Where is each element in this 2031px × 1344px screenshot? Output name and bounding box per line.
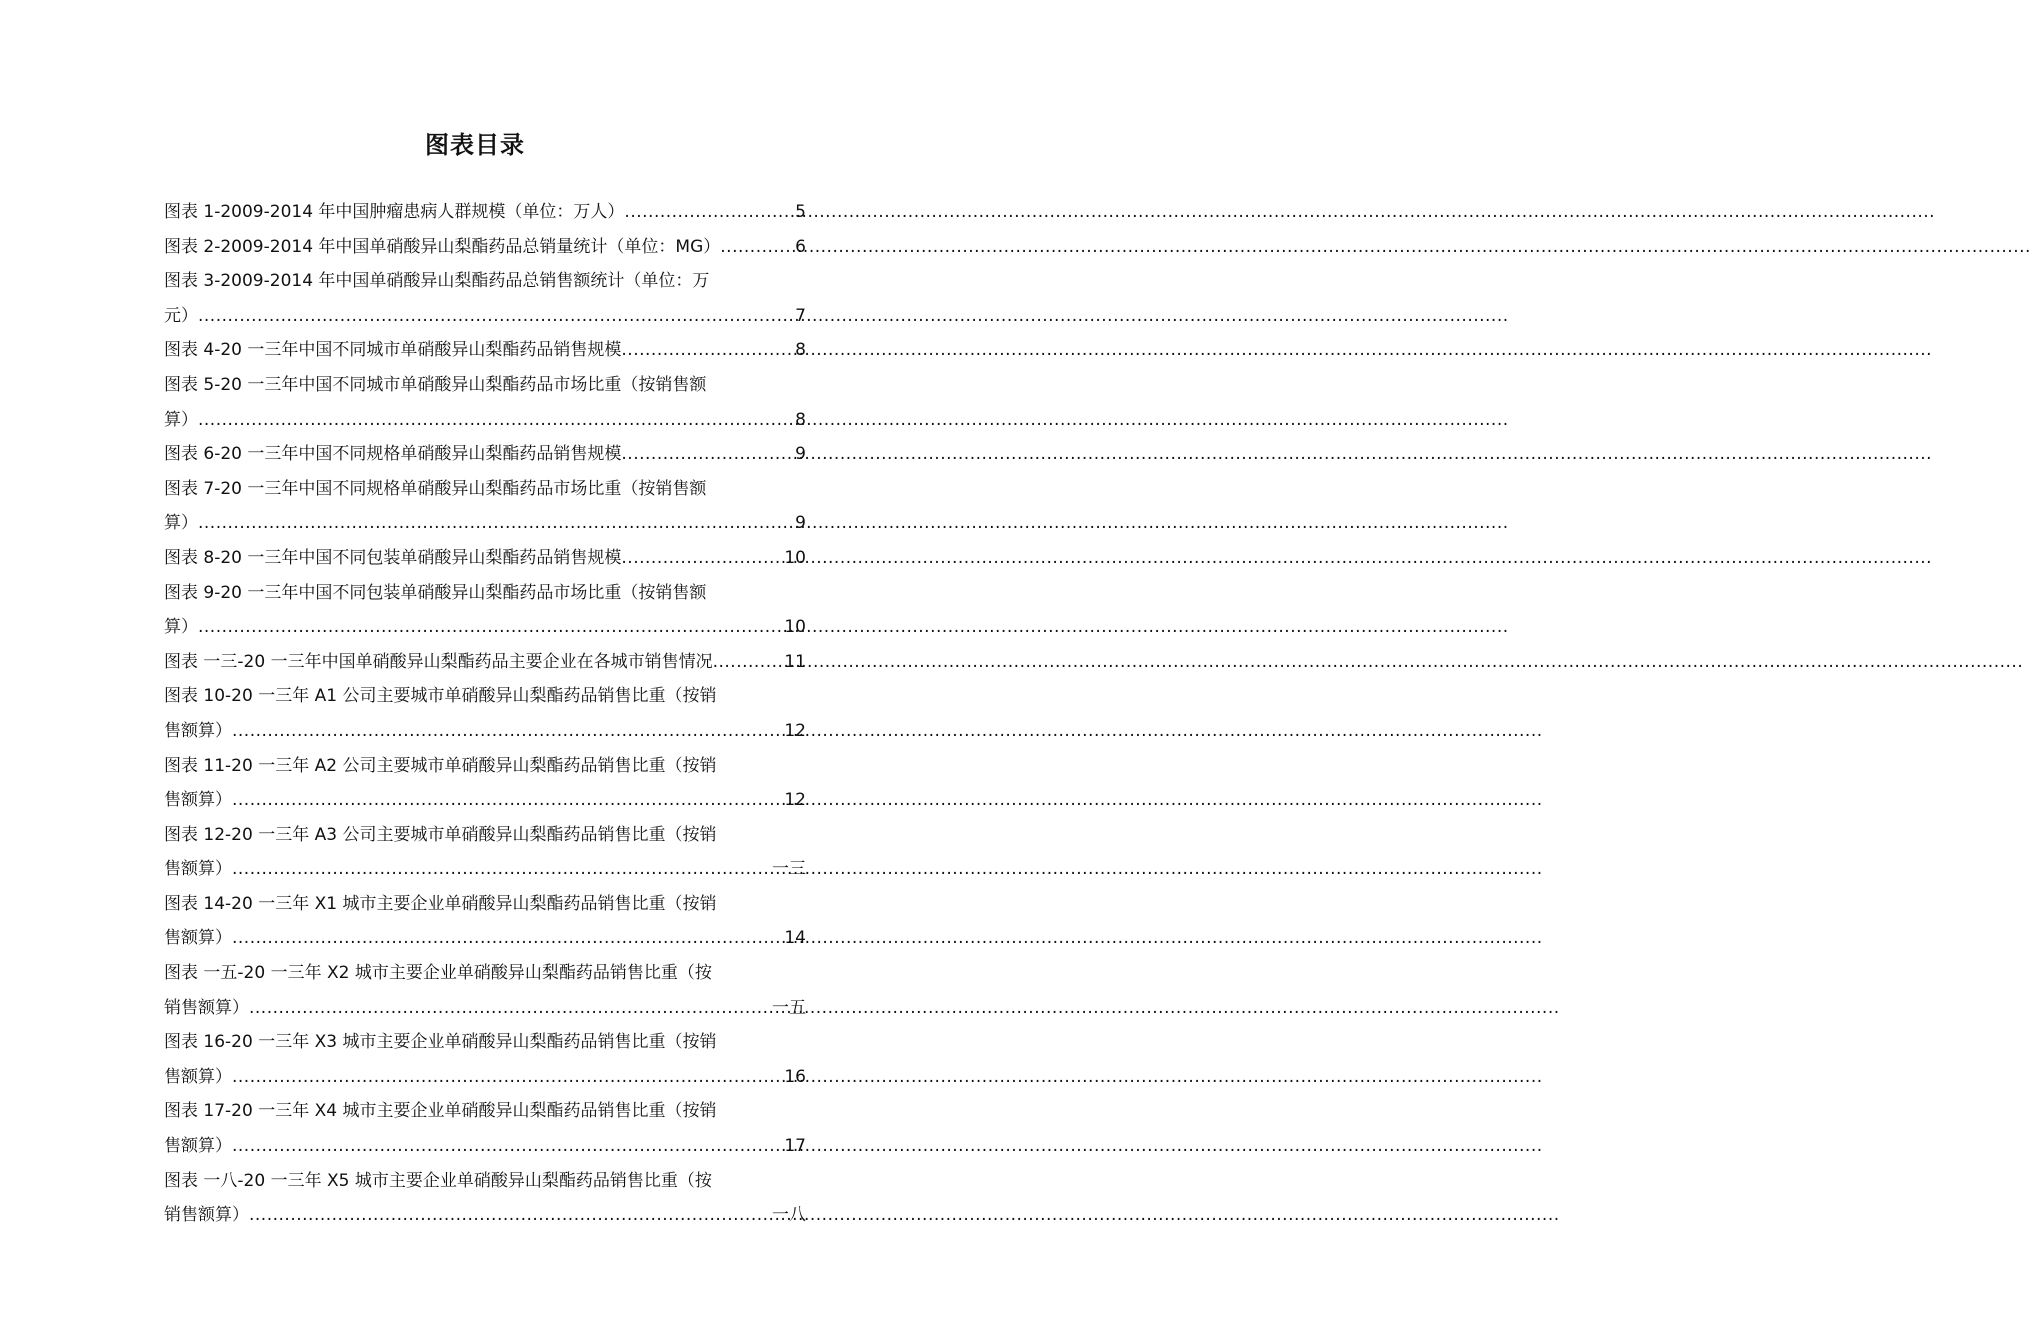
toc-entry-title-cont: 销售额算） (164, 1205, 249, 1226)
dot-leader (720, 230, 795, 265)
toc-entry-line2[interactable] (164, 991, 806, 1026)
toc-entry-page: 一八 (772, 1205, 806, 1226)
toc-entry-page: 一三 (772, 859, 806, 880)
dot-leader (232, 921, 784, 956)
toc-entry-line1[interactable] (164, 264, 806, 299)
toc-entry-line1[interactable] (164, 368, 806, 403)
toc-entry-title-cont: 元） (164, 305, 198, 326)
toc-entry-line1[interactable] (164, 576, 806, 611)
toc-entry-title-cont: 算） (164, 409, 198, 430)
toc-entry-title: 图表 一三-20 一三年中国单硝酸异山梨酯药品主要企业在各城市销售情况 (164, 651, 713, 672)
dot-leader (232, 852, 772, 887)
toc-entry-title-cont: 售额算） (164, 790, 232, 811)
toc-entry-page: 11 (784, 651, 806, 672)
toc-entry-title-cont: 算） (164, 617, 198, 638)
toc-entry-line2[interactable] (164, 1129, 806, 1164)
toc-entry-line2[interactable] (164, 921, 806, 956)
toc-entry-page: 5 (795, 202, 806, 222)
toc-entry-line2[interactable] (164, 1060, 806, 1095)
toc-entry-title-cont: 售额算） (164, 928, 232, 949)
toc-entry-page: 12 (784, 790, 806, 811)
dot-leader (198, 299, 795, 334)
toc-entry-page: 16 (784, 1066, 806, 1087)
toc-entry-title: 图表 17-20 一三年 X4 城市主要企业单硝酸异山梨酯药品销售比重（按销 (164, 1101, 717, 1122)
toc-entry-line1[interactable] (164, 956, 806, 991)
toc-entry-line2[interactable] (164, 610, 806, 645)
toc-entry-line2[interactable] (164, 403, 806, 438)
toc-entry-page: 12 (784, 720, 806, 741)
toc-entry[interactable] (164, 541, 806, 576)
toc-entry-title: 图表 一八-20 一三年 X5 城市主要企业单硝酸异山梨酯药品销售比重（按 (164, 1170, 712, 1191)
dot-leader (198, 610, 784, 645)
toc-entry-line1[interactable] (164, 1164, 806, 1199)
toc-entry-page: 9 (795, 444, 806, 465)
toc-entry-page: 9 (795, 513, 806, 534)
dot-leader (249, 991, 772, 1026)
toc-entry-title: 图表 8-20 一三年中国不同包装单硝酸异山梨酯药品销售规模 (164, 547, 622, 568)
toc-entry[interactable] (164, 645, 806, 680)
toc-entry-title: 图表 9-20 一三年中国不同包装单硝酸异山梨酯药品市场比重（按销售额 (164, 582, 707, 603)
toc-entry-line1[interactable] (164, 679, 806, 714)
toc-entry-title-cont: 售额算） (164, 1136, 232, 1157)
toc-entry-line1[interactable] (164, 749, 806, 784)
toc-entry-title-cont: 售额算） (164, 720, 232, 741)
toc-entry-title-cont: 售额算） (164, 859, 232, 880)
toc-entry-page: 6 (795, 236, 806, 257)
dot-leader (621, 333, 795, 368)
toc-entry-title-cont: 算） (164, 513, 198, 534)
table-of-figures (164, 195, 806, 1233)
toc-entry-page: 8 (795, 340, 806, 361)
dot-leader (232, 714, 784, 749)
dot-leader (713, 645, 785, 680)
toc-entry-line2[interactable] (164, 852, 806, 887)
toc-entry-line2[interactable] (164, 714, 806, 749)
toc-entry[interactable] (164, 195, 806, 230)
toc-entry-page: 17 (784, 1136, 806, 1157)
toc-entry-title: 图表 16-20 一三年 X3 城市主要企业单硝酸异山梨酯药品销售比重（按销 (164, 1032, 717, 1053)
dot-leader (621, 437, 795, 472)
toc-entry-title: 图表 7-20 一三年中国不同规格单硝酸异山梨酯药品市场比重（按销售额 (164, 478, 707, 499)
dot-leader (232, 783, 784, 818)
toc-entry-line1[interactable] (164, 818, 806, 853)
toc-entry-title: 图表 14-20 一三年 X1 城市主要企业单硝酸异山梨酯药品销售比重（按销 (164, 893, 717, 914)
toc-entry-title: 图表 10-20 一三年 A1 公司主要城市单硝酸异山梨酯药品销售比重（按销 (164, 686, 717, 707)
dot-leader (249, 1198, 772, 1233)
toc-entry-title: 图表 2-2009-2014 年中国单硝酸异山梨酯药品总销量统计（单位：MG） (164, 236, 721, 257)
toc-entry-page: 7 (795, 305, 806, 326)
toc-entry-line1[interactable] (164, 887, 806, 922)
toc-entry-title-cont: 销售额算） (164, 997, 249, 1018)
toc-entry-title: 图表 4-20 一三年中国不同城市单硝酸异山梨酯药品销售规模 (164, 340, 622, 361)
toc-entry-title: 图表 5-20 一三年中国不同城市单硝酸异山梨酯药品市场比重（按销售额 (164, 374, 707, 395)
toc-entry-line1[interactable] (164, 1094, 806, 1129)
toc-entry-title: 图表 6-20 一三年中国不同规格单硝酸异山梨酯药品销售规模 (164, 444, 622, 465)
toc-entry-title: 图表 11-20 一三年 A2 公司主要城市单硝酸异山梨酯药品销售比重（按销 (164, 755, 717, 776)
dot-leader (624, 195, 795, 230)
toc-entry-line1[interactable] (164, 1025, 806, 1060)
toc-entry-line2[interactable] (164, 506, 806, 541)
dot-leader (232, 1060, 784, 1095)
toc-entry-title-cont: 售额算） (164, 1066, 232, 1087)
page-title: 图表目录 (425, 131, 525, 159)
toc-entry-title: 图表 一五-20 一三年 X2 城市主要企业单硝酸异山梨酯药品销售比重（按 (164, 963, 712, 984)
toc-entry-title: 图表 12-20 一三年 A3 公司主要城市单硝酸异山梨酯药品销售比重（按销 (164, 824, 717, 845)
toc-entry-page: 10 (784, 617, 806, 638)
toc-entry-title: 图表 3-2009-2014 年中国单硝酸异山梨酯药品总销售额统计（单位：万 (164, 271, 710, 292)
toc-entry-line2[interactable] (164, 1198, 806, 1233)
toc-entry-page: 一五 (772, 997, 806, 1018)
toc-entry-line2[interactable] (164, 299, 806, 334)
toc-entry[interactable] (164, 333, 806, 368)
toc-entry[interactable] (164, 437, 806, 472)
toc-entry-page: 8 (795, 409, 806, 430)
toc-entry-title: 图表 1-2009-2014 年中国肿瘤患病人群规模（单位：万人） (164, 202, 625, 222)
dot-leader (621, 541, 784, 576)
dot-leader (198, 403, 795, 438)
toc-entry-line1[interactable] (164, 472, 806, 507)
dot-leader (198, 506, 795, 541)
toc-entry-line2[interactable] (164, 783, 806, 818)
dot-leader (232, 1129, 784, 1164)
toc-entry-page: 10 (784, 547, 806, 568)
toc-entry-page: 14 (784, 928, 806, 949)
toc-entry[interactable] (164, 230, 806, 265)
